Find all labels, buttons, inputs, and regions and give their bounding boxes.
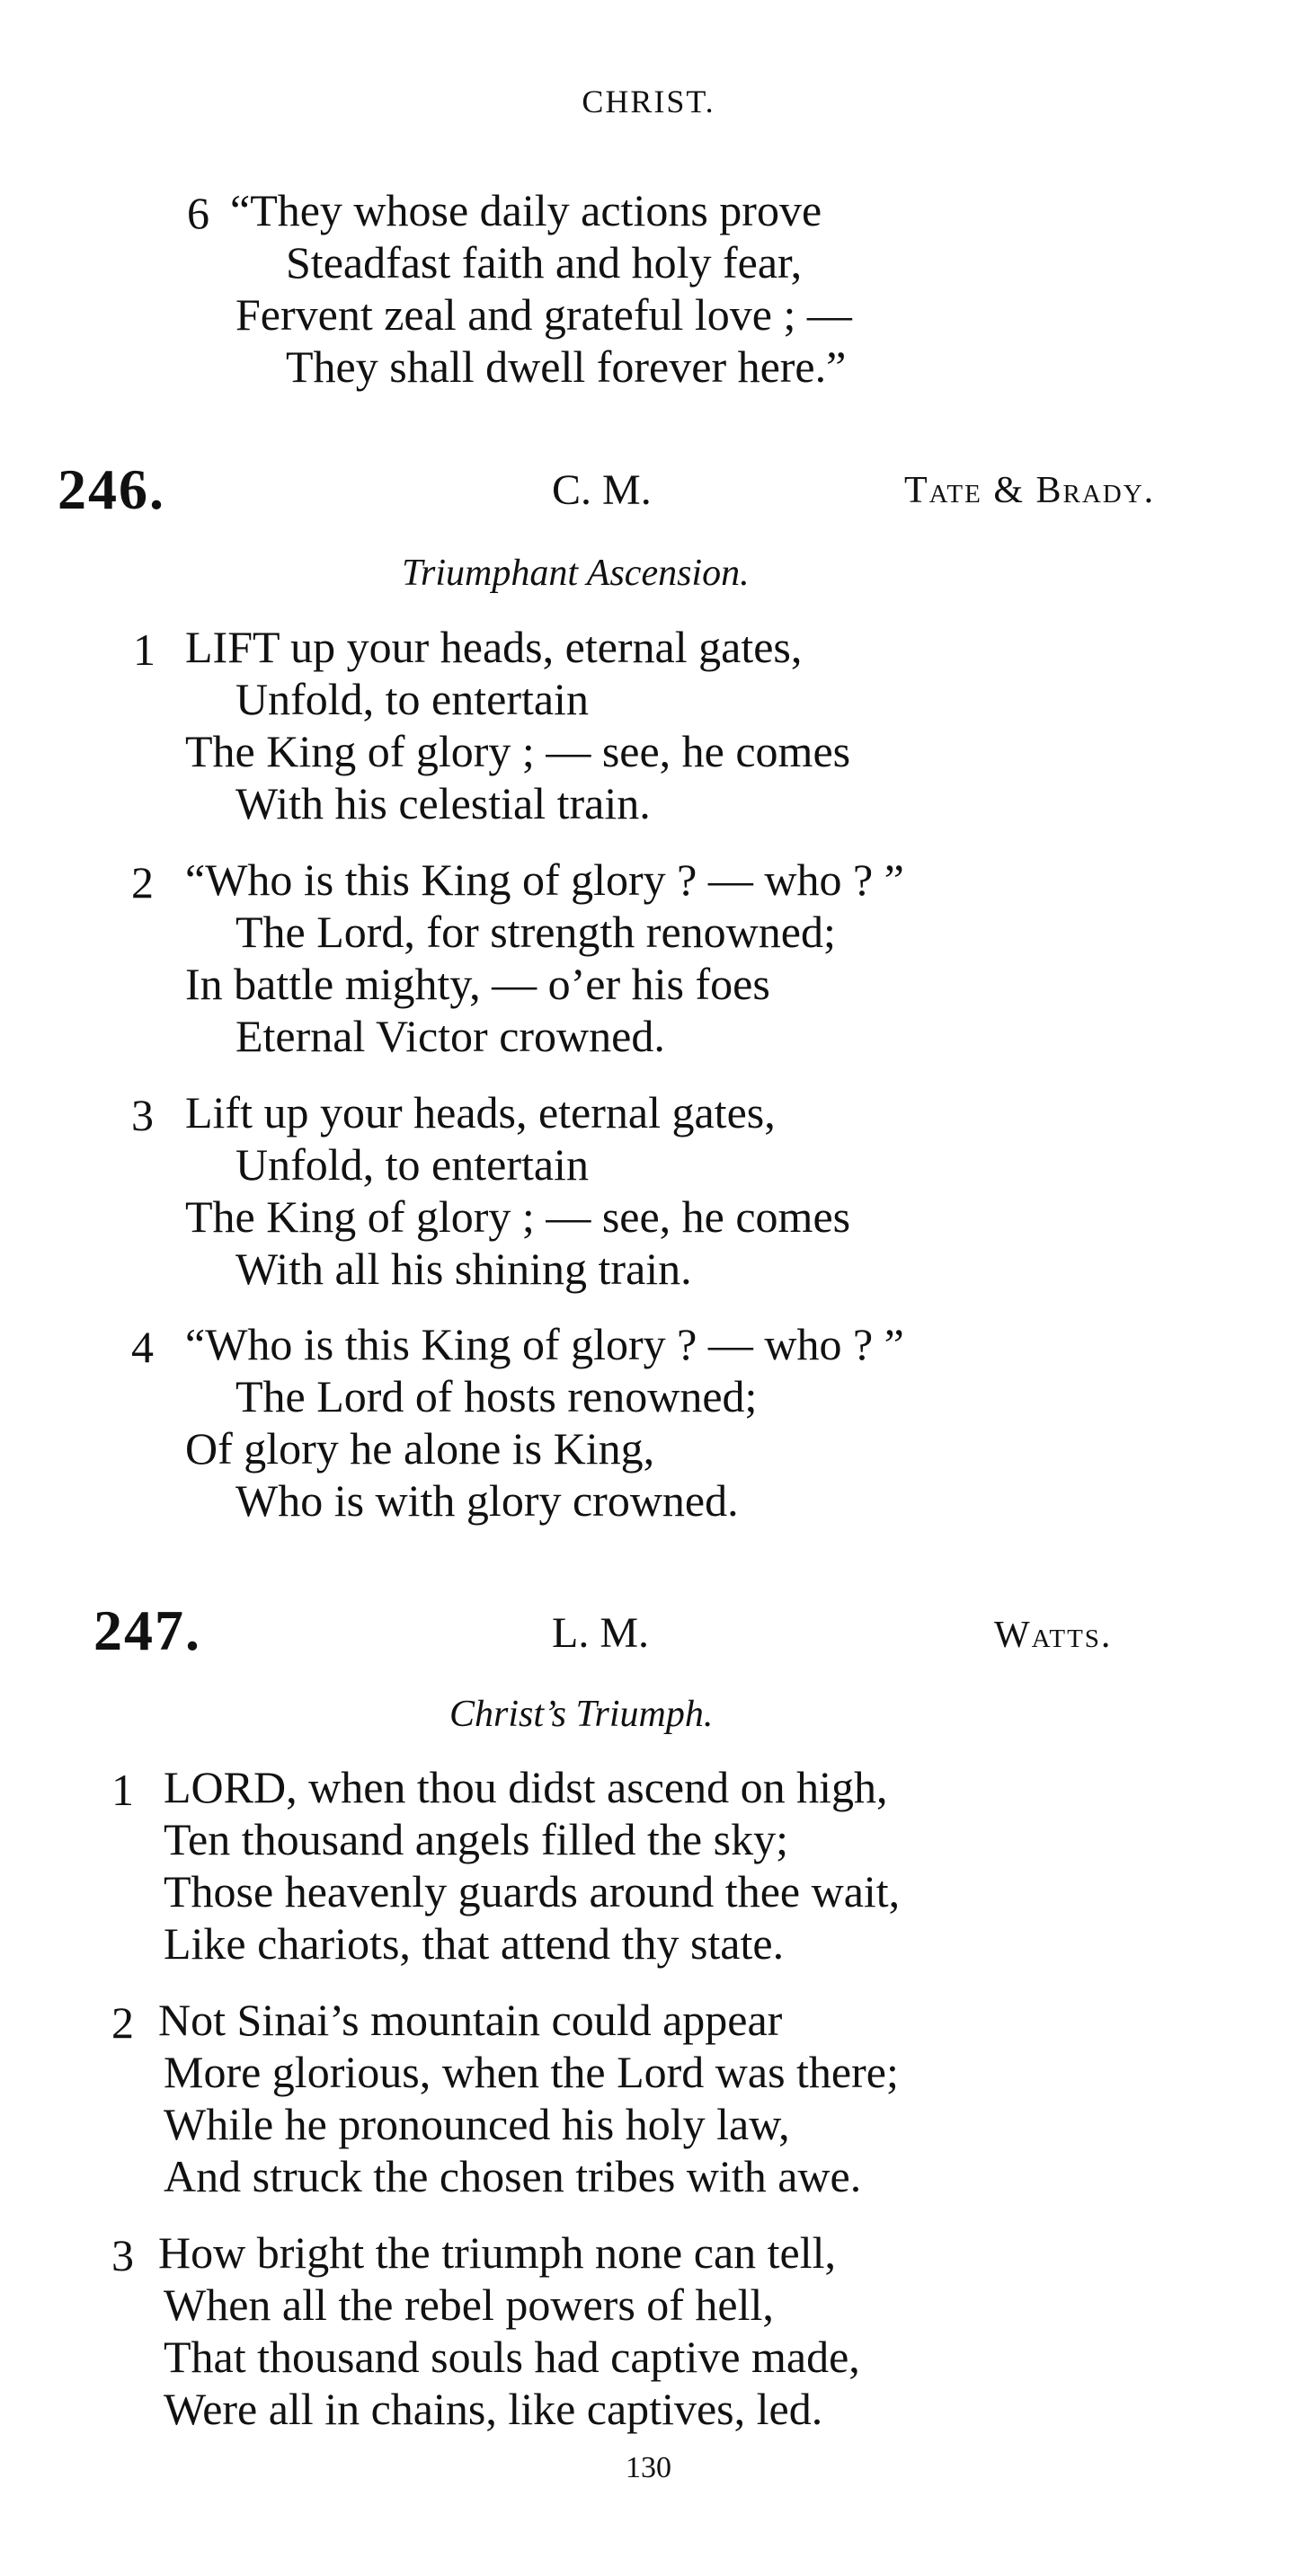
stanza-line: Of glory he alone is King, (185, 1423, 655, 1474)
stanza-line: Ten thousand angels filled the sky; (164, 1814, 788, 1864)
hymn-author: Tate & Brady. (904, 470, 1156, 511)
stanza-line: The King of glory ; — see, he comes (185, 1191, 851, 1242)
stanza-number: 6 (187, 188, 209, 238)
stanza-number: 1 (111, 1765, 134, 1815)
stanza-number: 4 (131, 1322, 154, 1372)
stanza-line: While he pronounced his holy law, (164, 2099, 790, 2149)
stanza-line: Unfold, to entertain (235, 1139, 589, 1190)
stanza-number: 2 (111, 1997, 134, 2048)
stanza-number: 3 (131, 1090, 154, 1140)
stanza-line: Eternal Victor crowned. (235, 1011, 665, 1061)
hymn-title: Triumphant Ascension. (402, 553, 750, 594)
stanza-line: With all his shining train. (235, 1244, 692, 1294)
running-head: CHRIST. (582, 84, 715, 120)
stanza-line: Those heavenly guards around thee wait, (164, 1866, 901, 1917)
stanza-line: LORD, when thou didst ascend on high, (164, 1762, 888, 1812)
hymn-author: Watts. (994, 1615, 1113, 1656)
stanza-line: Were all in chains, like captives, led. (164, 2384, 823, 2434)
hymn-meter: L. M. (552, 1609, 649, 1657)
stanza-line: Not Sinai’s mountain could appear (158, 1995, 783, 2045)
stanza-line: Unfold, to entertain (235, 674, 589, 724)
stanza-line: That thousand souls had captive made, (164, 2332, 860, 2382)
stanza-line: Who is with glory crowned. (235, 1475, 739, 1526)
hymn-title: Christ’s Triumph. (449, 1694, 714, 1735)
stanza-line: Lift up your heads, eternal gates, (185, 1087, 776, 1138)
stanza-line: They shall dwell forever here.” (286, 341, 847, 392)
stanza-line: When all the rebel powers of hell, (164, 2279, 774, 2330)
hymn-number: 247. (93, 1598, 201, 1662)
stanza-number: 2 (131, 857, 154, 907)
stanza-line: Fervent zeal and grateful love ; — (235, 289, 852, 340)
stanza-line: The Lord of hosts renowned; (235, 1371, 758, 1421)
stanza-line: Like chariots, that attend thy state. (164, 1918, 785, 1969)
stanza-line: The Lord, for strength renowned; (235, 907, 836, 957)
stanza-line: “They whose daily actions prove (230, 185, 822, 235)
stanza-line: Steadfast faith and holy fear, (286, 237, 803, 288)
stanza-line: With his celestial train. (235, 778, 651, 828)
stanza-line: How bright the triumph none can tell, (158, 2227, 837, 2278)
page-number: 130 (626, 2451, 671, 2484)
stanza-line: In battle mighty, — o’er his foes (185, 959, 770, 1009)
hymn-meter: C. M. (552, 466, 652, 514)
stanza-number: 1 (133, 624, 155, 675)
stanza-line: More glorious, when the Lord was there; (164, 2047, 899, 2097)
stanza-line: LIFT up your heads, eternal gates, (185, 622, 803, 672)
stanza-number: 3 (111, 2230, 134, 2280)
stanza-line: “Who is this King of glory ? — who ? ” (185, 854, 904, 905)
hymn-number: 246. (58, 457, 165, 521)
stanza-line: And struck the chosen tribes with awe. (164, 2151, 862, 2201)
stanza-line: “Who is this King of glory ? — who ? ” (185, 1319, 904, 1369)
stanza-line: The King of glory ; — see, he comes (185, 726, 851, 776)
